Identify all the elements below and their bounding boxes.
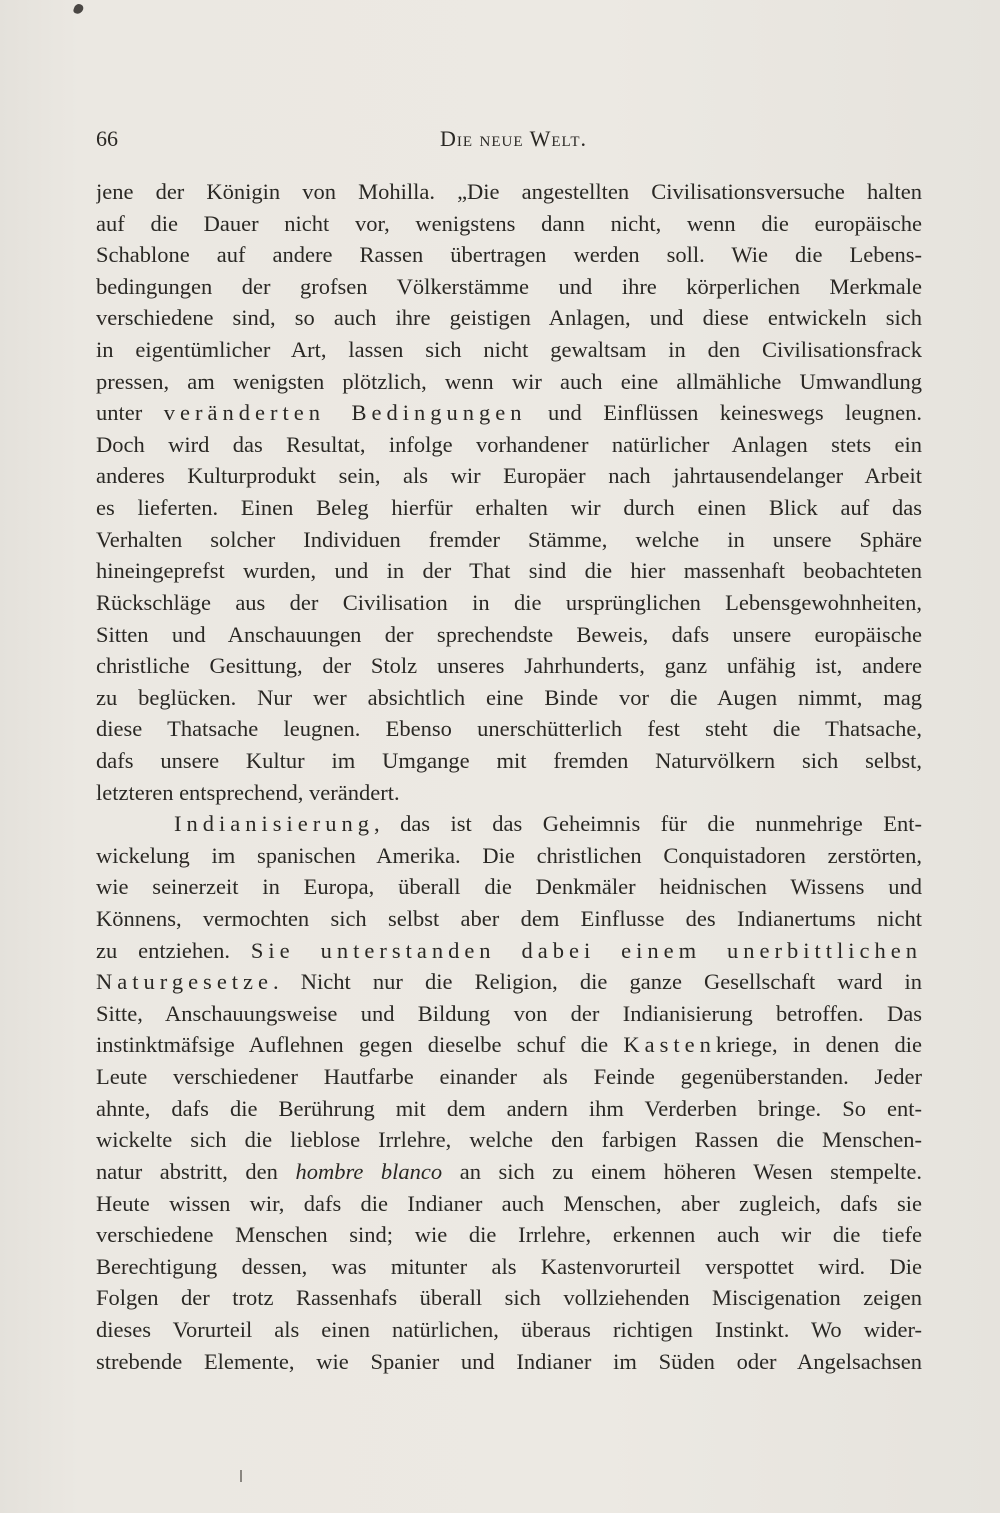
text-line (96, 460, 922, 492)
text-line (96, 271, 922, 303)
text-line (96, 745, 922, 777)
text-line (96, 555, 922, 587)
text-line (96, 998, 922, 1030)
text-segment: Sie unterstanden dabei einem unerbittlichen (250, 937, 922, 963)
paper-speck (240, 1470, 242, 1482)
text-line (96, 935, 922, 967)
text-segment: und Einflüssen keineswegs leugnen. (526, 400, 922, 426)
text-line (96, 1156, 922, 1188)
text-segment: natur abstritt, den (96, 1158, 296, 1184)
text-line (96, 1124, 922, 1156)
text-line (96, 302, 922, 334)
text-line (96, 1188, 922, 1220)
text-segment: diese Thatsache leugnen. Ebenso unerschütterlich fest steht die Thatsache, (96, 716, 922, 742)
body-text (96, 176, 922, 1377)
text-segment: in eigentümlicher Art, lassen sich nicht gewaltsam in den Civilisationsfrack (96, 337, 922, 363)
text-segment: verschiedene sind, so auch ihre geistigen Anlagen, und diese entwickeln sich (96, 305, 922, 331)
text-line (96, 524, 922, 556)
text-segment: Verhalten solcher Individuen fremder Stämme, welche in unsere Sphäre (96, 526, 922, 552)
text-segment: pressen, am wenigsten plötzlich, wenn wir auch eine allmähliche Umwandlung (96, 368, 922, 394)
text-line (96, 176, 922, 208)
text-line (96, 397, 922, 429)
page-number: 66 (96, 126, 118, 151)
running-title: Die neue Welt. (439, 126, 587, 151)
text-line (96, 1029, 922, 1061)
text-line (96, 1314, 922, 1346)
text-segment: hineingeprefst wurden, und in der That sind die hier massenhaft beobachteten (96, 558, 922, 584)
text-line (96, 366, 922, 398)
text-line (96, 619, 922, 651)
text-segment: Kasten (623, 1032, 716, 1058)
text-segment: verschiedene Menschen sind; wie die Irrlehre, erkennen auch wir die tiefe (96, 1222, 922, 1248)
text-segment: auf die Dauer nicht vor, wenigstens dann nicht, wenn die europäische (96, 210, 922, 236)
text-segment: Leute verschiedener Hautfarbe einander als Feinde gegenüberstanden. Jeder (96, 1064, 922, 1090)
text-line (96, 650, 922, 682)
text-segment: Sitten und Anschauungen der sprechendste Beweis, dafs unsere europäische (96, 621, 922, 647)
text-line (96, 239, 922, 271)
text-line (96, 429, 922, 461)
text-segment: . Nicht nur die Religion, die ganze Gesellschaft ward in (273, 969, 922, 995)
text-line (96, 208, 922, 240)
text-segment: jene der Königin von Mohilla. „Die angestellten Civilisationsversuche halten (96, 179, 922, 204)
text-segment: zu beglücken. Nur wer absichtlich eine Binde vor die Augen nimmt, mag (96, 684, 922, 710)
text-segment: Berechtigung dessen, was mitunter als Kastenvorurteil verspottet wird. Die (96, 1253, 922, 1279)
text-line (96, 713, 922, 745)
text-segment: kriege, in denen die (715, 1032, 922, 1058)
text-line (96, 682, 922, 714)
text-segment: zu entziehen. (96, 937, 251, 963)
text-line (96, 777, 922, 809)
text-segment: christliche Gesittung, der Stolz unseres Jahrhunderts, ganz unfähig ist, andere (96, 653, 922, 679)
ink-blot (73, 3, 85, 15)
text-segment: Sitte, Anschauungsweise und Bildung von der Indianisierung betroffen. Das (96, 1000, 922, 1026)
text-segment: Doch wird das Resultat, infolge vorhandener natürlicher Anlagen stets ein (96, 431, 922, 457)
text-line (96, 808, 922, 840)
text-segment: an sich zu einem höheren Wesen stempelte. (442, 1158, 922, 1184)
text-line (96, 903, 922, 935)
text-line (96, 1219, 922, 1251)
text-line (96, 871, 922, 903)
page-header (96, 126, 911, 160)
text-segment: hombre blanco (295, 1158, 443, 1184)
text-line (96, 1282, 922, 1314)
text-line (96, 840, 922, 872)
text-segment: wickelung im spanischen Amerika. Die christlichen Conquistadoren zerstörten, (96, 842, 922, 868)
text-segment: Indianisierung (174, 811, 374, 837)
text-segment: veränderten Bedingungen (163, 400, 527, 426)
text-segment: dafs unsere Kultur im Umgange mit fremden Naturvölkern sich selbst, (96, 747, 922, 773)
text-line (96, 1061, 922, 1093)
text-line (96, 492, 922, 524)
text-line (96, 1251, 922, 1283)
text-line (96, 966, 922, 998)
text-line (96, 587, 922, 619)
text-segment: instinktmäfsige Auflehnen gegen dieselbe schuf die (96, 1032, 624, 1058)
text-segment: ahnte, dafs die Berührung mit dem andern ihm Verderben bringe. So ent- (96, 1095, 922, 1121)
text-segment: es lieferten. Einen Beleg hierfür erhalten wir durch einen Blick auf das (96, 495, 922, 521)
text-segment: Naturgesetze (96, 969, 274, 995)
text-line (96, 334, 922, 366)
text-segment: unter (96, 400, 164, 426)
text-segment: dieses Vorurteil als einen natürlichen, überaus richtigen Instinkt. Wo wider- (96, 1316, 922, 1342)
text-segment: Heute wissen wir, dafs die Indianer auch Menschen, aber zugleich, dafs sie (96, 1190, 922, 1216)
text-segment: Schablone auf andere Rassen übertragen werden soll. Wie die Lebens- (96, 242, 922, 268)
text-segment: letzteren entsprechend, verändert. (96, 779, 400, 805)
text-segment: , das ist das Geheimnis für die nunmehrige Ent- (373, 811, 922, 837)
text-segment: wie seinerzeit in Europa, überall die Denkmäler heidnischen Wissens und (96, 874, 922, 900)
text-segment: bedingungen der grofsen Völkerstämme und ihre körperlichen Merkmale (96, 273, 922, 299)
text-segment: strebende Elemente, wie Spanier und Indianer im Süden oder Angelsachsen (96, 1348, 922, 1374)
text-segment: Rückschläge aus der Civilisation in die ursprünglichen Lebensgewohnheiten, (96, 589, 922, 615)
text-segment: Folgen der trotz Rassenhafs überall sich vollziehenden Miscigenation zeigen (96, 1285, 922, 1311)
text-line (96, 1346, 922, 1378)
text-segment: anderes Kulturprodukt sein, als wir Europäer nach jahrtausendelanger Arbeit (96, 463, 922, 489)
text-line (96, 1093, 922, 1125)
text-segment: wickelte sich die lieblose Irrlehre, welche den farbigen Rassen die Menschen- (96, 1127, 922, 1153)
text-segment: Könnens, vermochten sich selbst aber dem Einflusse des Indianertums nicht (96, 906, 922, 932)
